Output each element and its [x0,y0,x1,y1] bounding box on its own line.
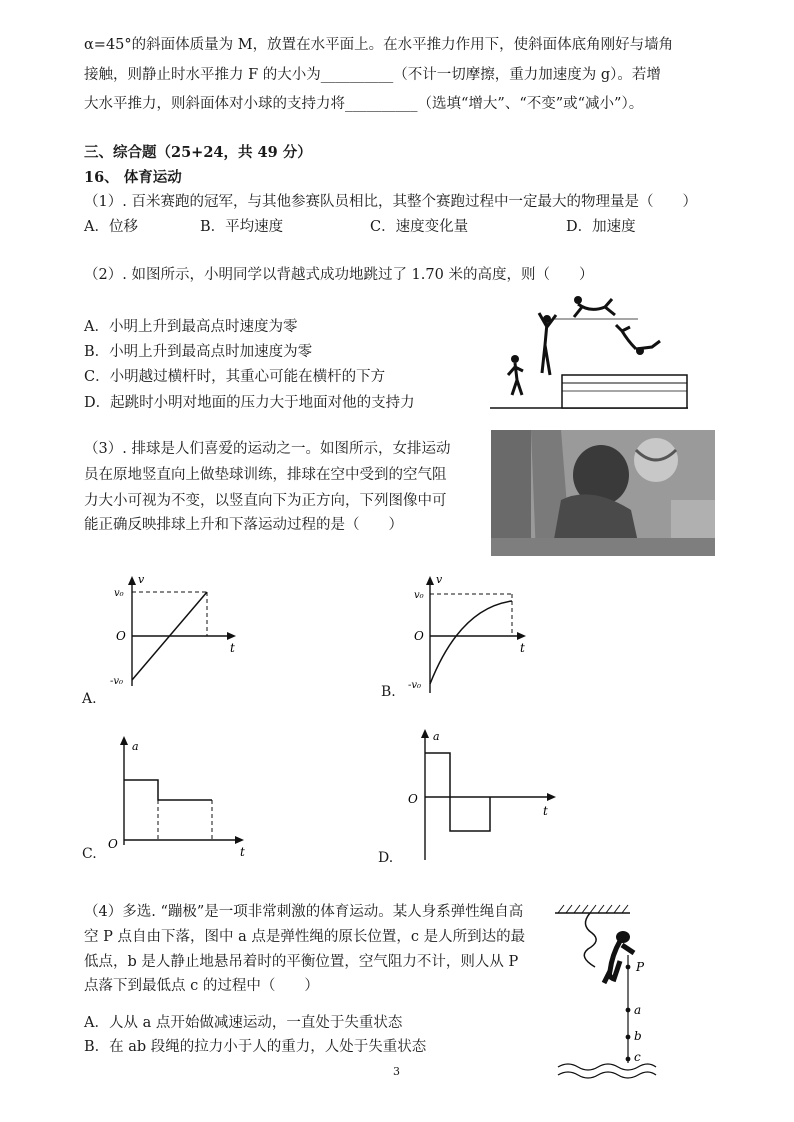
graph-b-origin-label: O [414,629,424,643]
q16-4-stem-2: 空 P 点自由下落，图中 a 点是弹性绳的原长位置，c 是人所到达的最 [84,929,526,945]
q16-4-option-b: B．在 ab 段绳的拉力小于人的重力，人处于失重状态 [84,1039,427,1055]
point-c-label: c [634,1050,641,1064]
graph-b-v-label: v [436,573,443,586]
high-jump-illustration [490,295,690,415]
intro-line-1: α=45°的斜面体质量为 M，放置在水平面上。在水平推力作用下，使斜面体底角刚好与墙角 [84,37,674,53]
q16-1-option-a: A．位移 [84,219,138,235]
graph-b-letter: B. [381,684,396,700]
graph-d-acceleration-time [380,725,560,865]
q16-3-stem-2: 员在原地竖直向上做垫球训练，排球在空中受到的空气阻 [84,467,447,483]
graph-a-v-label: v [138,573,145,586]
q16-4-option-a: A．人从 a 点开始做减速运动，一直处于失重状态 [84,1015,403,1031]
q16-2-option-d: D．起跳时小明对地面的压力大于地面对他的支持力 [84,395,415,411]
q16-3-stem-1: （3）. 排球是人们喜爱的运动之一。如图所示，女排运动 [84,441,451,457]
graph-a-t-label: t [230,641,235,655]
graph-d-letter: D. [378,850,394,866]
q16-2-option-a: A．小明上升到最高点时速度为零 [84,319,298,335]
graph-c-acceleration-time [80,730,260,860]
graph-c-a-label: a [132,740,139,753]
graph-a-v0-label: v₀ [114,588,124,599]
q16-4-stem-4: 点落下到最低点 c 的过程中（ ） [84,978,319,994]
q16-1-option-c: C．速度变化量 [370,219,469,235]
intro-line-2: 接触，则静止时水平推力 F 的大小为__________（不计一切摩擦，重力加速度为 g）。若增 [84,67,661,83]
graph-c-t-label: t [240,845,245,859]
graph-c-origin-label: O [108,837,118,851]
graph-c-letter: C. [82,846,97,862]
section-title: 三、综合题（25+24，共 49 分） [84,144,312,161]
q16-1-option-d: D．加速度 [566,219,636,235]
q16-1-stem: （1）. 百米赛跑的冠军，与其他参赛队员相比，其整个赛跑过程中一定最大的物理量是（ ） [84,194,697,210]
graph-d-a-label: a [433,730,440,743]
point-b-label: b [634,1029,642,1043]
q16-1-option-b: B．平均速度 [200,219,284,235]
graph-d-origin-label: O [408,792,418,806]
q16-2-option-b: B．小明上升到最高点时加速度为零 [84,344,313,360]
graph-b-t-label: t [520,641,525,655]
q16-2-stem: （2）. 如图所示，小明同学以背越式成功地跳过了 1.70 米的高度，则（ ） [84,267,594,283]
q16-3-stem-4: 能正确反映排球上升和下落运动过程的是（ ） [84,517,403,533]
graph-a-letter: A. [82,691,97,707]
graph-b-velocity-time [380,568,560,708]
graph-a-neg-v0-label: -v₀ [110,676,124,687]
graph-a-origin-label: O [116,629,126,643]
bungee-jump-illustration [550,895,660,1085]
q16-4-stem-1: （4）多选. “蹦极”是一项非常刺激的体育运动。某人身系弹性绳自高 [84,904,524,920]
q16-2-option-c: C．小明越过横杆时，其重心可能在横杆的下方 [84,369,386,385]
graph-b-neg-v0-label: -v₀ [408,680,422,691]
q16-3-stem-3: 力大小可视为不变，以竖直向下为正方向，下列图像中可 [84,493,447,509]
volleyball-training-photo [491,430,715,556]
point-p-label: P [636,960,645,974]
intro-line-3: 大水平推力，则斜面体对小球的支持力将__________（选填“增大”、“不变”或“减小”）。 [84,96,644,112]
page-number: 3 [393,1065,400,1078]
point-a-label: a [634,1003,642,1017]
graph-a-velocity-time [80,568,260,708]
graph-d-t-label: t [543,804,548,818]
graph-b-v0-label: v₀ [414,590,424,601]
q16-4-stem-3: 低点，b 是人静止地悬吊着时的平衡位置，空气阻力不计，则人从 P [84,954,519,970]
question-16-title: 16、 体育运动 [84,169,182,186]
